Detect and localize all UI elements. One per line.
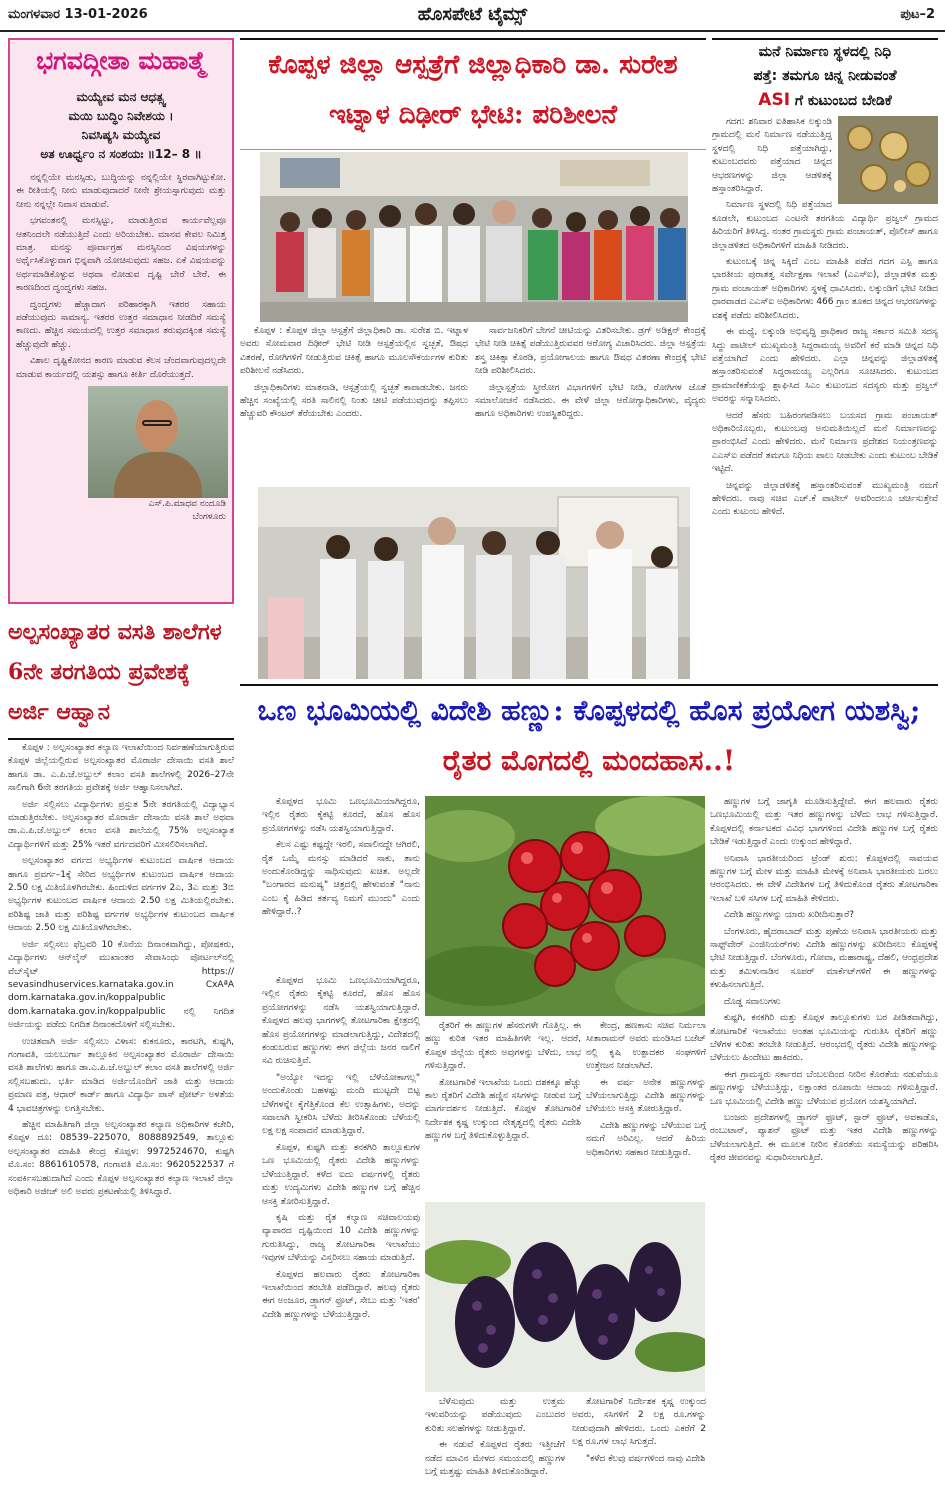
alpa-article xyxy=(8,742,234,1502)
gita-verse xyxy=(16,88,226,164)
gita-title: ಭಗವದ್ಗೀತಾ ಮಹಾತ್ಮೆ xyxy=(36,46,206,75)
koppal-article-col1 xyxy=(240,325,468,483)
article-paragraph: ತೋಟಗಾರಿಕೆ ನಿರ್ದೇಶಕ ಕೃಷ್ಣ ಉಕ್ಕುಂದ ಅವರು, ಸಸಿಗಳಿಗೆ 2 ಲಕ್ಷ ರೂ.ಗಳನ್ನು ನೀಡುವುದಾಗಿ ಹೇಳಿದರು. ಒಂದು ಎಕರೆಗೆ 2 ಲಕ್ಷ ರೂ.ಗಳ ಲಾಭ ಸಿಗುತ್ತದೆ. xyxy=(572,1397,706,1448)
article-paragraph: ಅರ್ಜಿ ಸಲ್ಲಿಸಲು ವಿದ್ಯಾರ್ಥಿಗಳು ಪ್ರಸ್ತುತ 5ನೇ ತರಗತಿಯಲ್ಲಿ ವಿದ್ಯಾಭ್ಯಾಸ ಮಾಡುತ್ತಿರಬೇಕು. ಅಲ್ಪಸಂಖ್ಯಾತರ ಮೊರಾರ್ಜಿ ದೇಸಾಯಿ ವಸತಿ ಶಾಲೆ ಅಥವಾ ಡಾ.ಎ.ಪಿ.ಜೆ.ಅಬ್ದುಲ್ ಕಲಾಂ ವಸತಿ ಶಾಲೆಯಲ್ಲಿ 75% ಅಲ್ಪಸಂಖ್ಯಾತ ವಿದ್ಯಾರ್ಥಿಗಳಿಗೆ ಮತ್ತು 25% ಇತರೆ ವರ್ಗದವರಿಗೆ ಮೀಸಲಿರಿಸಲಾಗಿದೆ. xyxy=(8,799,234,850)
article-paragraph: ವಿದೇಶಿ ಹಣ್ಣುಗಳನ್ನು ಬೆಳೆಯುವ ಬಗ್ಗೆ ನಮಗೆ ಅರಿವಿಲ್ಲ. ಆದರೆ ಹಿರಿಯ ಅಧಿಕಾರಿಗಳು ಸಹಕಾರ ನೀಡುತ್ತಿದ್ದಾರೆ. xyxy=(586,1120,706,1158)
article-paragraph: ಉಚಿತವಾಗಿ ಅರ್ಜಿ ಸಲ್ಲಿಸಲು ವಿಳಾಸ: ಕುಕನೂರು, ಕಾರಟಗಿ, ಕುಷ್ಟಗಿ, ಗಂಗಾವತಿ, ಯಲಬುರ್ಗಾ ತಾಲ್ಲೂಕಿನ ಅಲ್ಪಸಂಖ್ಯಾತರ ಮೊರಾರ್ಜಿ ದೇಸಾಯಿ ವಸತಿ ಶಾಲೆಗಳು ಹಾಗೂ ಡಾ.ಎ.ಪಿ.ಜೆ.ಅಬ್ದುಲ್ ಕಲಾಂ ವಸತಿ ಶಾಲೆಗಳಲ್ಲಿ ಅರ್ಜಿ ಸಲ್ಲಿಸಬಹುದು. ಭರ್ತಿ ಮಾಡಿದ ಅರ್ಜಿಯೊಂದಿಗೆ ಜಾತಿ ಮತ್ತು ಆದಾಯ ಪ್ರಮಾಣ ಪತ್ರ, ಆಧಾರ್ ಕಾರ್ಡ್ ಹಾಗೂ ವಿದ್ಯಾರ್ಥಿ ಪಾಸ್ ಪೋರ್ಟ್ ಅಳತೆಯ 4 ಭಾವಚಿತ್ರಗಳನ್ನು ಲಗತ್ತಿಸಬೇಕು. xyxy=(8,1036,234,1114)
asi-headline-line: ಮನೆ ನಿರ್ಮಾಣ ಸ್ಥಳದಲ್ಲಿ ನಿಧಿ xyxy=(758,44,892,60)
article-paragraph: ಜಿಲ್ಲಾಧಿಕಾರಿಗಳು ಮಾತನಾಡಿ, ಆಸ್ಪತ್ರೆಯಲ್ಲಿ ಸ್ವಚ್ಛತೆ ಕಾಪಾಡಬೇಕು. ಜನರು ಹೆಚ್ಚಿನ ಸಂಖ್ಯೆಯಲ್ಲಿ ಸರತಿ ಸಾಲಿನಲ್ಲಿ ನಿಂತು ಚೀಟಿ ಪಡೆಯುವುದನ್ನು ತಪ್ಪಿಸಲು ಹೆಚ್ಚುವರಿ ಕೌಂಟರ್ ತೆರೆಯಬೇಕು ಎಂದರು. xyxy=(240,382,468,420)
mulberry-fruit-photo xyxy=(425,1202,705,1392)
article-paragraph: ಬಂಜರು ಪ್ರದೇಶಗಳಲ್ಲಿ ಡ್ರ್ಯಾಗನ್ ಫ್ರೂಟ್, ಸ್ಟಾರ್ ಫ್ರೂಟ್, ಅವಕಾಡೊ, ರಂಬುಟಾನ್, ಪ್ಯಾಶನ್ ಫ್ರೂಟ್ ಮತ್ತು ಇತರ ವಿದೇಶಿ ಹಣ್ಣುಗಳನ್ನು ಬೆಳೆಯಲಾಗುತ್ತಿದೆ. ಈ ಮೂಲಕ ನೀರಿನ ಕೊರತೆಯ ಸಮಸ್ಯೆಯನ್ನು ಪರಿಹರಿಸಿ ರೈತರ ಜೀವನವನ್ನು ಸುಧಾರಿಸಲಾಗುತ್ತಿದೆ. xyxy=(710,1112,938,1164)
gita-paragraph: ಭಗವಂತನಲ್ಲಿ ಮನಸ್ಸಿಟ್ಟು, ಮಾಡುತ್ತಿರುವ ಕಾರ್ಯವೆಲ್ಲವೂ ಆತನಿಂದಲೇ ನಡೆಯುತ್ತಿದೆ ಎಂದು ಅರಿಯಬೇಕು. ಮಾನವ ಕೇವಲ ನಿಮಿತ್ತ ಮಾತ್ರ. ಮನಸ್ಸು ಪೂರ್ವಾಗ್ರಹ ಮನಸ್ಸಿನಿಂದ ವಿಷಯಗಳನ್ನು ಅರ್ಥೈಸಿಕೊಳ್ಳುವಾಗ ಭಿನ್ನವಾಗಿ ಯೋಚಿಸುವುದು ಸಹಜ. ಏಕೆ ವಿಷಯವನ್ನು ಅರ್ಥಮಾಡಿಕೊಳ್ಳುವ ಅಥವಾ ನೋಡುವ ದೃಷ್ಟಿ ಬೇರೆ ಬೇರೆ. ಈ ಕಾರಣದಿಂದ ದ್ವಂದ್ವಗಳು ಸಹಜ. xyxy=(16,216,226,294)
article-paragraph: ಗದಗ: ಶನಿವಾರ ಐತಿಹಾಸಿಕ ಲಕ್ಕುಂಡಿ ಗ್ರಾಮದಲ್ಲಿ ಮನೆ ನಿರ್ಮಾಣ ನಡೆಯುತ್ತಿದ್ದ ಸ್ಥಳದಲ್ಲಿ ನಿಧಿ ಪತ್ತೆಯಾಗಿದ್ದು, ಕುಟುಂಬದವರು ಪತ್ತೆಯಾದ ಚಿನ್ನದ ಆಭರಣಗಳನ್ನು ಜಿಲ್ಲಾ ಆಡಳಿತಕ್ಕೆ ಹಸ್ತಾಂತರಿಸಿದ್ದಾರೆ. xyxy=(712,117,832,195)
asi-headline xyxy=(712,38,938,114)
verse-line: ನಿವಸಿಷ್ಯಸಿ ಮಯ್ಯೇವ xyxy=(81,128,161,142)
hospital-crowd-photo xyxy=(260,152,688,322)
issue-date: ಮಂಗಳವಾರ 13-01-2026 xyxy=(8,7,148,22)
article-paragraph: ಕೊಪ್ಪಳ : ಅಲ್ಪಸಂಖ್ಯಾತರ ಕಲ್ಯಾಣ ಇಲಾಖೆಯಿಂದ ನಿರ್ವಹಣೆಯಾಗುತ್ತಿರುವ ಕೊಪ್ಪಳ ಜಿಲ್ಲೆಯಲ್ಲಿರುವ ಅಲ್ಪಸಂಖ್ಯಾತರ ಮೊರಾರ್ಜಿ ದೇಸಾಯಿ ವಸತಿ ಶಾಲೆ ಹಾಗೂ ಡಾ. ಎ.ಪಿ.ಜೆ.ಅಬ್ದುಲ್ ಕಲಾಂ ವಸತಿ ಶಾಲೆಗಳಲ್ಲಿ 2026–27ನೇ ಸಾಲಿಗಾಗಿ 6ನೇ ತರಗತಿಯ ಪ್ರವೇಶಕ್ಕೆ ಅರ್ಜಿ ಆಹ್ವಾನಿಸಲಾಗಿದೆ. xyxy=(8,743,234,794)
gita-paragraph: ನನ್ನಲ್ಲಿಯೇ ಮನಸ್ಸಿಡು, ಬುದ್ಧಿಯನ್ನು ನನ್ನಲ್ಲಿಯೇ ಸ್ಥಿರವಾಗಿಟ್ಟುಕೋ. ಈ ರೀತಿಯಲ್ಲಿ ನೀನು ಮಾಡುವುದಾದರೆ ನೀನೇ ಶ್ರೇಯಸ್ಸಾಗುವುದು ಮತ್ತು ನೀನು ನನ್ನಲ್ಲೇ ನಿವಾಸ ಮಾಡುವೆ. xyxy=(16,173,226,210)
asi-headline-line: ಗೆ ಕುಟುಂಬದ ಬೇಡಿಕೆ xyxy=(790,93,892,109)
fruit-article-col2b xyxy=(425,1396,565,1502)
alpa-headline: ಅಲ್ಪಸಂಖ್ಯಾತರ ವಸತಿ ಶಾಲೆಗಳ 6ನೇ ತರಗತಿಯ ಪ್ರವೇಶಕ್ಕೆ ಅರ್ಜಿ ಆಹ್ವಾನ xyxy=(8,612,234,740)
article-paragraph: ಅಲ್ಪಸಂಖ್ಯಾತರ ವರ್ಗದ ಅಭ್ಯರ್ಥಿಗಳ ಕುಟುಂಬದ ವಾರ್ಷಿಕ ಆದಾಯ ಹಾಗೂ ಪ್ರವರ್ಗ–1ಕ್ಕೆ ಸೇರಿದ ಅಭ್ಯರ್ಥಿಗಳ ಕುಟುಂಬದ ವಾರ್ಷಿಕ ಆದಾಯ 2.50 ಲಕ್ಷ ಮಿತಿಯೊಳಗಿರಬೇಕು. ಹಿಂದುಳಿದ ವರ್ಗಗಳ 2ಎ, 3ಎ ಮತ್ತು 3ಬಿ ಅಭ್ಯರ್ಥಿಗಳ ಕುಟುಂಬದ ವಾರ್ಷಿಕ ಆದಾಯ 2.50 ಲಕ್ಷ ಮಿತಿಯಲ್ಲಿರಬೇಕು. ಪರಿಶಿಷ್ಟ ಜಾತಿ ಮತ್ತು ಪರಿಶಿಷ್ಟ ವರ್ಗಗಳ ಅಭ್ಯರ್ಥಿಗಳ ಕುಟುಂಬದ ವಾರ್ಷಿಕ ಆದಾಯ 2.50 ಲಕ್ಷ ಮಿತಿಯೊಳಗಿರಬೇಕು. xyxy=(8,856,234,934)
verse-line: ಮಯ್ಯೇವ ಮನ ಆಧತ್ಸ್ವ xyxy=(76,90,166,104)
article-paragraph: ಈಗ ಗ್ರಾಮಸ್ಥರು ಸರ್ಕಾರದ ಬೆಂಬಲದಿಂದ ನೀರಿನ ಕೊರತೆಯ ನಡುವೆಯೂ ಹಣ್ಣುಗಳನ್ನು ಬೆಳೆಯುತ್ತಿದ್ದು, ಲಕ್ಷಾಂತರ ರೂಪಾಯಿ ಆದಾಯ ಗಳಿಸುತ್ತಿದ್ದಾರೆ. ಒಣ ಭೂಮಿಯಲ್ಲಿ ವಿದೇಶಿ ಹಣ್ಣು ಬೆಳೆಯುವ ಪ್ರಯೋಗ ಯಶಸ್ವಿಯಾಗಿದೆ. xyxy=(710,1069,938,1107)
article-paragraph: ಹಣ್ಣುಗಳ ಬಗ್ಗೆ ಜಾಗೃತಿ ಮೂಡಿಸುತ್ತಿದ್ದೇವೆ. ಈಗ ಹಲವಾರು ರೈತರು ಒಣಭೂಮಿಯಲ್ಲಿ ಮತ್ತು ಇತರ ಹಣ್ಣುಗಳನ್ನು ಬೆಳೆದು ಲಾಭ ಗಳಿಸುತ್ತಿದ್ದಾರೆ. ಕೊಪ್ಪಳದಲ್ಲಿ ಕರ್ನಾಟಕದ ವಿವಿಧ ಭಾಗಗಳಿಂದ ವಿದೇಶಿ ಹಣ್ಣುಗಳ ಬಗ್ಗೆ ರೈತರು ಬೇಡಿಕೆ ಇಡುತ್ತಿದ್ದಾರೆ ಎಂದು ಉಕ್ಕುಂದ ಹೇಳಿದ್ದಾರೆ. xyxy=(710,797,938,848)
article-paragraph: ಜಿಲ್ಲಾಸ್ಪತ್ರೆಯ ಸ್ತ್ರೀರೋಗ ವಿಭಾಗಗಳಿಗೆ ಭೇಟಿ ನೀಡಿ, ರೋಗಿಗಳ ಜೊತೆ ಸಮಾಲೋಚನೆ ನಡೆಸಿದರು. ಈ ವೇಳೆ ಜಿಲ್ಲಾ ಆರೋಗ್ಯಾಧಿಕಾರಿಗಳು, ವೈದ್ಯರು ಹಾಗೂ ಅಧಿಕಾರಿಗಳು ಉಪಸ್ಥಿತರಿದ್ದರು. xyxy=(475,382,706,420)
article-paragraph: ಕುಟುಂಬಕ್ಕೆ ಚಿನ್ನ ಸಿಕ್ಕಿದೆ ಎಂಬ ಮಾಹಿತಿ ಪಡೆದ ಗದಗ ಎಸ್ಪಿ ಹಾಗೂ ಭಾರತೀಯ ಪುರಾತತ್ವ ಸರ್ವೇಕ್ಷಣಾ ಇಲಾಖೆ (ಎಎಸ್‌ಐ), ಜಿಲ್ಲಾಡಳಿತ ಮತ್ತು ಗ್ರಾಮ ಪಂಚಾಯತ್ ಅಧಿಕಾರಿಗಳು ಸ್ಥಳಕ್ಕೆ ಧಾವಿಸಿದರು. ಲಕ್ಕುಂಡಿಗೆ ಭೇಟಿ ನೀಡಿದ ಧಾರವಾಡದ ಎಎಸ್‌ಐ ಅಧಿಕಾರಿಗಳು 466 ಗ್ರಾಂ ತೂಕದ ಚಿನ್ನದ ಆಭರಣಗಳನ್ನು ವಶಕ್ಕೆ ಪಡೆದು ಪರಿಶೀಲಿಸಿದರು. xyxy=(712,257,938,321)
article-paragraph: ಈ ಮಧ್ಯೆ, ಲಕ್ಕುಂಡಿ ಅಭಿವೃದ್ಧಿ ಪ್ರಾಧಿಕಾರ ರಾಜ್ಯ ಸರ್ಕಾರ ಸಮಿತಿ ಸದಸ್ಯ ಸಿದ್ಧು ಪಾಟೀಲ್ ಮುಖ್ಯಮಂತ್ರಿ ಸಿದ್ದರಾಮಯ್ಯ ಅವರಿಗೆ ಕರೆ ಮಾಡಿ ಚಿನ್ನದ ನಿಧಿ ಪತ್ತೆಯಾಗಿದೆ ಎಂದು ಹೇಳಿದರು. ಎಲ್ಲಾ ಚಿನ್ನವನ್ನು ಜಿಲ್ಲಾಡಳಿತಕ್ಕೆ ಹಸ್ತಾಂತರಿಸುವಂತೆ ಸಿದ್ದರಾಮಯ್ಯ ಎಲ್ಲರಿಗೂ ಸೂಚಿಸಿದರು. ಕುಟುಂಬದ ಪ್ರಾಮಾಣಿಕತೆಯನ್ನು ಶ್ಲಾಘಿಸಿದ ಸಿಎಂ ಕುಟುಂಬದ ಸದಸ್ಯರು ಮತ್ತು ಪ್ರಜ್ವಲ್ ಅವರನ್ನು ಸನ್ಮಾನಿಸಿದರು. xyxy=(712,327,938,405)
fruit-article-col3 xyxy=(710,796,938,1502)
article-paragraph: ಕೊಪ್ಪಳದ ಹಲವಾರು ರೈತರು ತೋಟಗಾರಿಕಾ ಇಲಾಖೆಯಿಂದ ತರಬೇತಿ ಪಡೆದಿದ್ದಾರೆ. ಹಲವು ರೈತರು ಈಗ ಅಂಜೂರ, ಡ್ರ್ಯಾಗನ್ ಫ್ರೂಟ್, ಸೇಬು ಮತ್ತು 'ಇತರ' ವಿದೇಶಿ ಹಣ್ಣುಗಳನ್ನು ಬೆಳೆಯುತ್ತಿದ್ದಾರೆ. xyxy=(262,1269,420,1320)
article-paragraph: ಅನಿವಾಸಿ ಭಾರತೀಯರಿಂದ ಟ್ರೆಂಡ್ ಶುರು: ಕೊಪ್ಪಳದಲ್ಲಿ ಸಾವಯವ ಹಣ್ಣುಗಳ ಬಗ್ಗೆ ಮೇಳ ಮತ್ತು ಮಾಹಿತಿ ಮೇಳಕ್ಕೆ ಅನಿವಾಸಿ ಭಾರತೀಯರು ಬರಲು ಆರಂಭಿಸಿದರು. ಈ ವೇಳೆ ವಿದೇಶಿಗಳ ಬಗ್ಗೆ ತಿಳಿದುಕೊಂಡ ರೈತರು ತೋಟಗಾರಿಕಾ ಇಲಾಖೆ ಬಳಿ ಸಸಿಗಳ ಬಗ್ಗೆ ಮಾಹಿತಿ ಕೇಳಿದರು. xyxy=(710,853,938,904)
article-paragraph: ತೋಟಗಾರಿಕೆ ಇಲಾಖೆಯ ಒಂದು ದಶಕಕ್ಕೂ ಹೆಚ್ಚು ಕಾಲ ರೈತರಿಗೆ ವಿದೇಶಿ ಹಣ್ಣಿನ ಸಸಿಗಳನ್ನು ನೀಡುವ ಬಗ್ಗೆ ಮಾರ್ಗದರ್ಶನ ನೀಡುತ್ತಿದೆ. ಕೊಪ್ಪಳ ತೋಟಗಾರಿಕೆ ನಿರ್ದೇಶಕ ಕೃಷ್ಣ ಉಕ್ಕುಂದ ನೇತೃತ್ವದಲ್ಲಿ ರೈತರು ವಿದೇಶಿ ಹಣ್ಣುಗಳ ಬಗ್ಗೆ ತಿಳಿದುಕೊಳ್ಳುತ್ತಿದ್ದಾರೆ. xyxy=(425,1077,581,1142)
subheading: ದೊಡ್ಡ ಸವಾಲುಗಳು xyxy=(724,996,781,1007)
article-paragraph: ಕೊಪ್ಪಳ, ಕುಷ್ಟಗಿ ಮತ್ತು ಕನಕಗಿರಿ ತಾಲ್ಲೂಕುಗಳ ಒಣ ಭೂಮಿಯಲ್ಲಿ ರೈತರು ವಿದೇಶಿ ಹಣ್ಣುಗಳನ್ನು ಬೆಳೆಯುತ್ತಿದ್ದಾರೆ. ಕಳೆದ ಐದು ವರ್ಷಗಳಲ್ಲಿ ರೈತರು ಮತ್ತು ಉದ್ಯಮಿಗಳು ವಿದೇಶಿ ಹಣ್ಣುಗಳ ಬಗ್ಗೆ ಹೆಚ್ಚಿನ ಆಸಕ್ತಿ ತೋರಿಸುತ್ತಿದ್ದಾರೆ. xyxy=(262,1142,420,1207)
koppal-article-col2 xyxy=(475,325,706,483)
verse-line: ಅತ ಊರ್ಧ್ವಂ ನ ಸಂಶಯಃ ॥12– 8 ॥ xyxy=(40,147,202,161)
article-paragraph: ಬೆಳೆಸುವುದು ಮತ್ತು ಉತ್ತಮ ಇಳುವರಿಯನ್ನು ಪಡೆಯುವುದು ಎಂಬುದರ ಕುರಿತು ಸಲಹೆಗಳನ್ನು ನೀಡುತ್ತಿದ್ದಾರೆ. xyxy=(425,1397,565,1434)
asi-headline-line: ಪತ್ತೆ: ತಮಗೂ ಚಿನ್ನ ನೀಡುವಂತೆ xyxy=(753,68,897,84)
article-paragraph: ನಿರ್ಮಾಣ ಸ್ಥಳದಲ್ಲಿ ನಿಧಿ ಪತ್ತೆಯಾದ ಕೂಡಲೇ, ಕುಟುಂಬದ ಎಂಟನೇ ತರಗತಿಯ ವಿದ್ಯಾರ್ಥಿ ಪ್ರಜ್ವಲ್ ಗ್ರಾಮದ ಹಿರಿಯರಿಗೆ ತಿಳಿಸಿದ್ದ. ನಂತರ ಗ್ರಾಮಸ್ಥರು ಗ್ರಾಮ ಪಂಚಾಯತ್, ಪೊಲೀಸ್ ಹಾಗೂ ಜಿಲ್ಲಾಡಳಿತದ ಅಧಿಕಾರಿಗಳಿಗೆ ಮಾಹಿತಿ ನೀಡಿದರು. xyxy=(712,200,938,251)
doctors-inspection-photo xyxy=(258,487,690,679)
article-paragraph: ರೈತರಿಗೆ ಈ ಹಣ್ಣುಗಳ ಹೆಸರುಗಳೇ ಗೊತ್ತಿಲ್ಲ. ಈ ಹಣ್ಣು ಕುರಿತ ಇತರ ಮಾಹಿತಿಗಳೇ ಇಲ್ಲ. ಆದರೆ, ಕೊಪ್ಪಳ ಜಿಲ್ಲೆಯ ರೈತರು ಅವುಗಳನ್ನು ಬೆಳೆದು, ಲಾಭ ಗಳಿಸುತ್ತಿದ್ದಾರೆ. xyxy=(425,1021,581,1072)
verse-line: ಮಯಿ ಬುದ್ಧಿಂ ನಿವೇಶಯ । xyxy=(68,109,174,123)
fruit-article-col2c xyxy=(586,1020,706,1198)
fruit-headline-main: ಒಣ ಭೂಮಿಯಲ್ಲಿ ವಿದೇಶಿ ಹಣ್ಣು: ಕೊಪ್ಪಳದಲ್ಲಿ ಹೊಸ ಪ್ರಯೋಗ ಯಶಸ್ವಿ; xyxy=(257,694,921,727)
asi-article xyxy=(712,116,938,682)
gold-jewellery-photo xyxy=(838,116,938,204)
article-paragraph: ಕೃಷಿ ಮತ್ತು ರೈತ ಕಲ್ಯಾಣ ಸಚಿವಾಲಯವು ವ್ಯಾಪಾರದ ದೃಷ್ಟಿಯಿಂದ 10 ವಿದೇಶಿ ಹಣ್ಣುಗಳನ್ನು ಗುರುತಿಸಿದ್ದು, ರಾಜ್ಯ ತೋಟಗಾರಿಕಾ ಇಲಾಖೆಯು ಇವುಗಳ ಬೆಳೆಯನ್ನು ವಿಸ್ತರಿಸಲು ಸಹಾಯ ಮಾಡುತ್ತಿದೆ. xyxy=(262,1212,420,1264)
cherry-fruit-photo xyxy=(425,796,705,1016)
article-paragraph: "ಕಳೆದ ಕೆಲವು ವರ್ಷಗಳಿಂದ ನಾವು ವಿದೇಶಿ xyxy=(586,1453,706,1464)
article-paragraph: ಕುಷ್ಟಗಿ, ಕನಕಗಿರಿ ಮತ್ತು ಕೊಪ್ಪಳ ತಾಲ್ಲೂಕುಗಳು ಬರ ಪೀಡಿತವಾಗಿದ್ದು, ತೋಟಗಾರಿಕೆ ಇಲಾಖೆಯು ಅಂತಹ ಭೂಮಿಯನ್ನು ಗುರುತಿಸಿ ರೈತರಿಗೆ ಹಣ್ಣು ಬೆಳೆಗಳ ಕುರಿತು ತರಬೇತಿ ನೀಡುತ್ತಿದೆ. ಆರಂಭದಲ್ಲಿ ರೈತರು ವಿದೇಶಿ ಹಣ್ಣುಗಳನ್ನು ಬೆಳೆಯಲು ಹಿಂದೇಟು ಹಾಕಿದರು. xyxy=(710,1013,938,1064)
author-photo xyxy=(88,386,228,498)
article-paragraph: ಈ ನಡುವೆ ಕೊಪ್ಪಳದ ರೈತರು ಇತ್ತೀಚೆಗೆ ನಡೆದ ಮಾವಿನ ಮೇಳದ ಸಮಯದಲ್ಲಿ ಹಣ್ಣುಗಳ ಬಗ್ಗೆ ಮತ್ತಷ್ಟು ಮಾಹಿತಿ ತಿಳಿದುಕೊಂಡಿದ್ದಾರೆ. xyxy=(425,1440,565,1478)
article-paragraph: "ಅಯ್ಯೋ ಇದನ್ನು ಇಲ್ಲಿ ಬೆಳೆಯೋಕಾಗಲ್ಲ" ಅಂದುಕೊಂಡು ಬಹಳಷ್ಟು ಮಂದಿ ಮುಟ್ಟದೇ ಬಿಟ್ಟ ಬೆಳೆಗಳನ್ನೇ ಕೈಗೆತ್ತಿಕೊಂಡ ಕೆಲ ಉತ್ಸಾಹಿಗಳು, ಅದನ್ನು ಸವಾಲಾಗಿ ಸ್ವೀಕರಿಸಿ ಬೆಳೆದು ತೀರಿಸಿಕೊಂಡು ಬೆಳೆಯಲ್ಲಿ ಲಕ್ಷ ಲಕ್ಷ ಸಂಪಾದನೆ ಮಾಡುತ್ತಿದ್ದಾರೆ. xyxy=(262,1072,420,1137)
page-number: ಪುಟ–2 xyxy=(900,7,935,22)
article-paragraph: ಚಿನ್ನವನ್ನು ಜಿಲ್ಲಾಡಳಿತಕ್ಕೆ ಹಸ್ತಾಂತರಿಸುವಂತೆ ಮುಖ್ಯಮಂತ್ರಿ ನಮಗೆ ಹೇಳಿದರು. ನಾವು ಸಚಿವ ಎಚ್.ಕೆ ಪಾಟೀಲ್ ಅವರಿಂದಲೂ ಚರ್ಚಿಸುತ್ತೇವೆ ಎಂದು ಕುಟುಂಬ ಹೇಳಿದೆ. xyxy=(712,480,938,518)
fruit-article-intro xyxy=(262,796,420,968)
article-paragraph: ಕೇಂದ್ರ, ಹಣಕಾಸು ಸಚಿವ ನಿರ್ಮಲಾ ಸೀತಾರಾಮನ್ ಅವರು ಮಂಡಿಸಿದ ಬಜೆಟ್ ನಲ್ಲಿ ಕೃಷಿ ಉತ್ಪಾದಕರ ಸಂಘಗಳಿಗೆ ಉತ್ತೇಜನ ನೀಡಲಾಗಿದೆ. xyxy=(586,1021,706,1072)
article-paragraph: ಕೊಪ್ಪಳದ ಭೂಮಿ ಒಣಭೂಮಿಯಾಗಿದ್ದರೂ, ಇಲ್ಲಿನ ರೈತರು ಕೈಕಟ್ಟಿ ಕೂರದೆ, ಹೊಸ ಹೊಸ ಪ್ರಯೋಗಗಳನ್ನು ನಡೆಸಿ ಯಶಸ್ವಿಯಾಗುತ್ತಿದ್ದಾರೆ. xyxy=(262,797,420,834)
subheading: ವಿದೇಶಿ ಹಣ್ಣುಗಳನ್ನು ಯಾರು ಖರೀದಿಸುತ್ತಾರೆ? xyxy=(724,910,855,921)
gita-paragraph: ವಿಶಾಲ ದೃಷ್ಟಿಕೋನದ ಕಾರಣ ಮಾಡುವ ಕೆಲಸ ಚೆಂದವಾಗುವುದಲ್ಲದೇ ಮಾಡುವ ಕಾರ್ಯದಲ್ಲಿ ಯಶಸ್ಸು ಹಾಗೂ ಕೀರ್ತಿ ದೊರೆಯುತ್ತದೆ. xyxy=(16,356,226,380)
fruit-headline xyxy=(240,684,938,792)
fruit-article-col1 xyxy=(262,975,420,1502)
article-paragraph: ಕೆಲಸ ಎಷ್ಟು ಕಷ್ಟದ್ದೇ ಇರಲಿ, ಸವಾಲಿನದ್ದೇ ಆಗಿರಲಿ, ರೈತ ಒಮ್ಮೆ ಮನಸ್ಸು ಮಾಡಿದರೆ ಸಾಕು, ತಾನು ಅಂದುಕೊಂಡಿದ್ದನ್ನು ಸಾಧಿಸುವುದು ಖಚಿತ. ಅಲ್ಲದೇ "ಬಂಗಾರದ ಮನುಷ್ಯ" ಚಿತ್ರದಲ್ಲಿ ಹೇಳುವಂತೆ "ನಾನು ಎಂಬ ಕೈ ಹಿಡಿದ ಕರ್ತವ್ಯ ನಿಮಗೆ ಮುಂದು" ಎಂದು ಹೇಳಿದ್ದಾರೆ..? xyxy=(262,840,420,918)
article-paragraph: ಬೆಂಗಳೂರು, ಹೈದರಾಬಾದ್ ಮತ್ತು ಪುಣೆಯ ಅನಿವಾಸಿ ಭಾರತೀಯರು ಮತ್ತು ಸಾಫ್ಟ್‌ವೇರ್ ಎಂಜಿನಿಯರ್‌ಗಳು ವಿದೇಶಿ ಹಣ್ಣುಗಳನ್ನು ಖರೀದಿಸಲು ಕೊಪ್ಪಳಕ್ಕೆ ಭೇಟಿ ನೀಡುತ್ತಿದ್ದಾರೆ. ಬೆಂಗಳೂರು, ಗೋವಾ, ಮಹಾರಾಷ್ಟ್ರ, ದೆಹಲಿ, ಆಂಧ್ರಪ್ರದೇಶ ಮತ್ತು ತಮಿಳುನಾಡಿನ ಸೂಪರ್ ಮಾರ್ಕೆಟ್‌ಗಳಿಗೆ ಈ ಹಣ್ಣುಗಳನ್ನು ಕಳುಹಿಸಲಾಗುತ್ತಿದೆ. xyxy=(710,926,938,991)
article-paragraph: ಹೆಚ್ಚಿನ ಮಾಹಿತಿಗಾಗಿ ಜಿಲ್ಲಾ ಅಲ್ಪಸಂಖ್ಯಾತರ ಕಲ್ಯಾಣ ಅಧಿಕಾರಿಗಳ ಕಚೇರಿ, ಕೊಪ್ಪಳ ದೂ: 08539–225070, 8088892549, ತಾಲ್ಲೂಕು ಅಲ್ಪಸಂಖ್ಯಾತರ ಮಾಹಿತಿ ಕೇಂದ್ರ ಕೊಪ್ಪಳ: 9972524670, ಕುಷ್ಟಗಿ ಮೊ.ಸಂ: 8861610578, ಗಂಗಾವತಿ ಮೊ.ಸಂ: 9620522537 ಗೆ ಸಂಪರ್ಕಿಸಬಹುದಾಗಿದೆ ಎಂದು ಕೊಪ್ಪಳ ಅಲ್ಪಸಂಖ್ಯಾತರ ಕಲ್ಯಾಣ ಇಲಾಖೆ ಜಿಲ್ಲಾ ಅಧಿಕಾರಿ ಅಜೀಜ್ ಅಲಿ ಅವರು ಪ್ರಕಟಣೆಯಲ್ಲಿ ತಿಳಿಸಿದ್ದಾರೆ. xyxy=(8,1119,234,1197)
author-name: ಎಸ್.ಪಿ.ಮಾಧವ ನಂದೂಡಿ xyxy=(148,499,226,510)
article-paragraph: ಈ ವರ್ಷ ಅನೇಕ ಹಣ್ಣುಗಳನ್ನು ಬೆಳೆಯಲಾಗುತ್ತಿದ್ದು ವಿದೇಶಿ ಹಣ್ಣುಗಳನ್ನು ಬೆಳೆಯಲು ಆಸಕ್ತಿ ತೋರುತ್ತಿದ್ದಾರೆ. xyxy=(586,1077,706,1115)
fruit-article-col2 xyxy=(425,1020,581,1198)
asi-highlight: ASI xyxy=(758,90,791,110)
gita-paragraph: ದ್ವಂದ್ವಗಳು ಹೆಚ್ಚಾದಾಗ ಪರಿಹಾರಕ್ಕಾಗಿ ಇತರರ ಸಹಾಯ ಪಡೆಯುವುದು ಸಾಮಾನ್ಯ. ಇತರರ ಉತ್ತರ ಸಮಾಧಾನ ನೀಡದಿರೆ ಸಮಸ್ಯೆ ಕಾಣದು. ಹೆಚ್ಚಿನ ಸಮಯದಲ್ಲಿ ಉತ್ತರ ಸಮಾಧಾನ ತರುವುದಕ್ಕಿಂತ ಸಮಸ್ಯೆ ಹೆಚ್ಚುವುದೇ ಹೆಚ್ಚು. xyxy=(16,299,226,350)
article-paragraph: ಆದರೆ ಹೆಸರು ಬಹಿರಂಗಪಡಿಸಲು ಬಯಸದ ಗ್ರಾಮ ಪಂಚಾಯತ್ ಅಧಿಕಾರಿಯೊಬ್ಬರು, ಕುಟುಂಬವು ಅನುಮತಿಯಿಲ್ಲದೆ ಮನೆ ನಿರ್ಮಾಣವನ್ನು ಪ್ರಾರಂಭಿಸಿದೆ ಎಂದು ಹೇಳಿದರು. ಮನೆ ನಿರ್ಮಾಣ ಪ್ರದೇಶದ ನಿಯಂತ್ರಣವನ್ನು ಎಎಸ್‌ಐ ಪಡೆದರೆ ತಮಗೂ ನಿಧಿಯ ಪಾಲು ನೀಡಬೇಕು ಎಂದು ಕುಟುಂಬ ಬೇಡಿಕೆ ಇಟ್ಟಿದೆ. xyxy=(712,410,938,475)
author-place: ಬೆಂಗಳೂರು xyxy=(192,512,226,523)
gita-column xyxy=(8,38,234,604)
koppal-headline: ಕೊಪ್ಪಳ ಜಿಲ್ಲಾ ಆಸ್ಪತ್ರೆಗೆ ಜಿಲ್ಲಾಧಿಕಾರಿ ಡಾ. ಸುರೇಶ ಇಟ್ನಾಳ ದಿಢೀರ್ ಭೇಟಿ: ಪರಿಶೀಲನೆ xyxy=(240,38,706,150)
fruit-headline-highlight: ರೈತರ ಮೊಗದಲ್ಲಿ ಮಂದಹಾಸ..! xyxy=(442,744,736,777)
article-paragraph: ಸಾರ್ವಜನಿಕರಿಗೆ ಬೇಗನೆ ಚೀಟಿಯನ್ನು ವಿತರಿಸಬೇಕು. ಡ್ರಗ್ ಅಡಿಕ್ಷನ್ ಕೇಂದ್ರಕ್ಕೆ ಭೇಟಿ ನೀಡಿ ಚಿಕಿತ್ಸೆ ಪಡೆಯುತ್ತಿರುವವರ ಆರೋಗ್ಯ ವಿಚಾರಿಸಿದರು. ಜಿಲ್ಲಾ ಆಸ್ಪತ್ರೆಯ ಶಸ್ತ್ರ ಚಿಕಿತ್ಸಾ ಕೊಠಡಿ, ಪ್ರಯೋಗಾಲಯ ಹಾಗೂ ಔಷಧ ವಿತರಣಾ ಕೇಂದ್ರಕ್ಕೆ ಭೇಟಿ ನೀಡಿ ಪರಿಶೀಲಿಸಿದರು. xyxy=(475,326,706,377)
article-paragraph: ಅರ್ಜಿ ಸಲ್ಲಿಸಲು ಫೆಬ್ರವರಿ 10 ಕೊನೆಯ ದಿನಾಂಕವಾಗಿದ್ದು, ಪೋಷಕರು, ವಿದ್ಯಾರ್ಥಿಗಳು ಆನ್‌ಲೈನ್ ಮುಖಾಂತರ ಸೇವಾಸಿಂಧು ಪೋರ್ಟಲ್‌ನಲ್ಲಿ ವೆಬ್‌ಸೈಟ್ https:// sevasindhuservices.karnataka.gov.in CxAªA dom.karnataka.gov.in/koppalpublic dom.karnataka.gov.in/koppalpublic ನಲ್ಲಿ ನಿಗದಿತ ಅರ್ಜಿಯನ್ನು ಪಡೆದು ನಿಗದಿತ ದಿನಾಂಕದೊಳಗೆ ಸಲ್ಲಿಸಬೇಕು. xyxy=(8,939,234,1031)
fruit-article-col2d xyxy=(572,1396,706,1502)
masthead xyxy=(0,0,945,32)
article-paragraph: ಕೊಪ್ಪಳದ ಭೂಮಿ ಒಣಭೂಮಿಯಾಗಿದ್ದರೂ, ಇಲ್ಲಿನ ರೈತರು ಕೈಕಟ್ಟಿ ಕೂರದೆ, ಹೊಸ ಹೊಸ ಪ್ರಯೋಗಗಳನ್ನು ನಡೆಸಿ ಯಶಸ್ವಿಯಾಗುತ್ತಿದ್ದಾರೆ. ಕೊಪ್ಪಳದ ಹಲವು ಭಾಗಗಳಲ್ಲಿ ತೋಟಗಾರಿಕಾ ಕ್ಷೇತ್ರದಲ್ಲಿ ಹೊಸ ಪ್ರಯೋಗಗಳನ್ನು ಮಾಡಲಾಗುತ್ತಿದ್ದು, ವಿದೇಶದಲ್ಲಿ ಕಂಡುಬರುವ ಹಣ್ಣುಗಳು ಈಗ ಜಿಲ್ಲೆಯ ಜನರ ನಾಲಿಗೆ ಸವಿ ರುಚಿಸುತ್ತಿವೆ. xyxy=(262,976,420,1067)
newspaper-name: ಹೊಸಪೇಟೆ ಟೈಮ್ಸ್ xyxy=(417,4,528,25)
article-paragraph: ಕೊಪ್ಪಳ : ಕೊಪ್ಪಳ ಜಿಲ್ಲಾ ಆಸ್ಪತ್ರೆಗೆ ಜಿಲ್ಲಾಧಿಕಾರಿ ಡಾ. ಸುರೇಶ ಬಿ. ಇಟ್ನಾಳ ಅವರು ಸೋಮವಾರ ದಿಢೀರ್ ಭೇಟಿ ನೀಡಿ ಆಸ್ಪತ್ರೆಯಲ್ಲಿನ ಸ್ವಚ್ಛತೆ, ಔಷಧ ವಿತರಣೆ, ರೋಗಿಗಳಿಗೆ ನೀಡುತ್ತಿರುವ ಚಿಕಿತ್ಸೆ ಹಾಗೂ ಮೂಲಸೌಕರ್ಯಗಳ ಕುರಿತು ಪರಿಶೀಲನೆ ನಡೆಸಿದರು. xyxy=(240,326,468,377)
